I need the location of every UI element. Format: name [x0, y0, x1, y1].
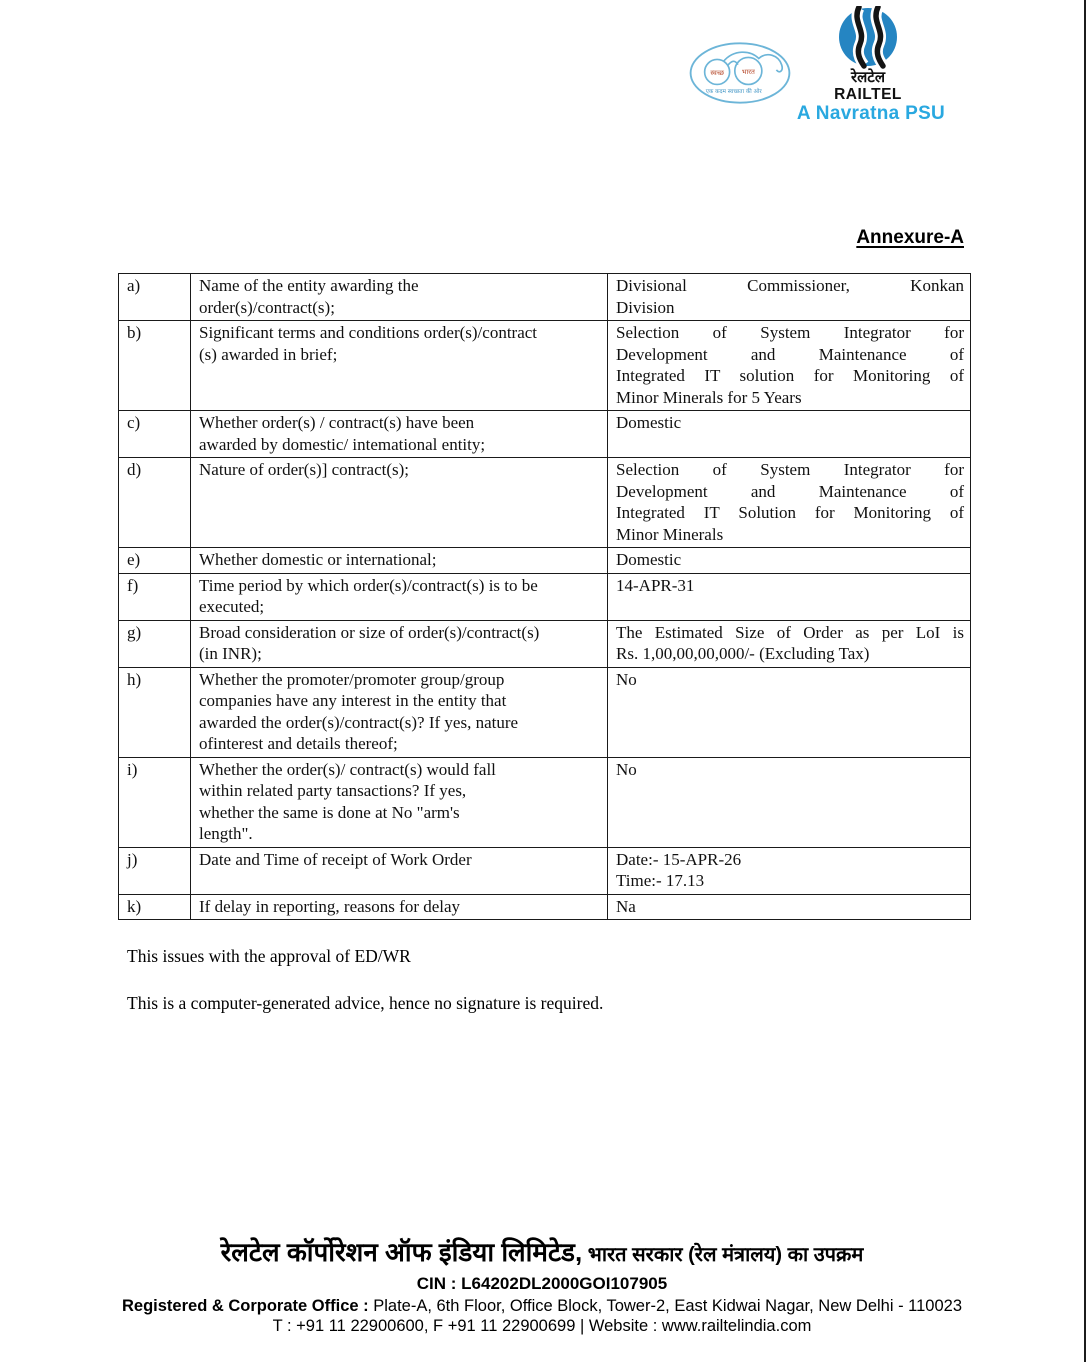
row-key-cell: k) [119, 894, 191, 920]
label-line: awarded the order(s)/contract(s)? If yes, nature [199, 712, 519, 732]
value-line: Domestic [616, 413, 682, 432]
footer-govt-hindi: भारत सरकार (रेल मंत्रालय) का उपक्रम [582, 1244, 864, 1266]
railtel-logo [826, 6, 910, 106]
value-line: Development and Maintenance of [616, 481, 964, 501]
footer-company-line [0, 1236, 1084, 1271]
row-label-cell [191, 847, 608, 894]
footer-cin: CIN : L64202DL2000GOI107905 [416, 1274, 668, 1293]
row-value-cell [608, 411, 971, 458]
row-key-cell: j) [119, 847, 191, 894]
value-line: No [616, 759, 637, 779]
row-value-cell [608, 757, 971, 847]
footer-company-hindi: रेलटेल कॉर्पोरेशन ऑफ इंडिया लिमिटेड, [220, 1237, 583, 1267]
row-label-cell [191, 548, 608, 574]
value-line: Selection of System Integrator for [616, 323, 964, 342]
table-row [119, 847, 971, 894]
value-line: No [616, 669, 637, 689]
row-value-cell [608, 573, 971, 620]
value-line: The Estimated Size of Order as per LoI is [616, 622, 964, 642]
label-line: Significant terms and conditions order(s)/contract [199, 323, 538, 342]
swachh-tagline-text: एक कदम स्वच्छता की ओर [705, 88, 762, 95]
row-key-cell: g) [119, 620, 191, 667]
value-line: Na [616, 896, 636, 916]
row-value-cell [608, 458, 971, 548]
label-line: Nature of order(s)] contract(s); [199, 460, 410, 479]
table-row [119, 458, 971, 548]
row-value-cell [608, 620, 971, 667]
label-line: length". [199, 824, 253, 843]
row-label-cell [191, 274, 608, 321]
label-line: order(s)/contract(s); [199, 297, 335, 317]
value-line: Selection of System Integrator for [616, 460, 964, 479]
row-key-cell: f) [119, 573, 191, 620]
signature-note: This is a computer-generated advice, hence no signature is required. [127, 993, 604, 1013]
swachh-bharat-logo [688, 40, 792, 106]
row-key-cell: c) [119, 411, 191, 458]
row-label-cell [191, 667, 608, 757]
row-value-cell [608, 667, 971, 757]
table-row [119, 894, 971, 920]
value-line: Domestic [616, 550, 682, 569]
label-line: Date and Time of receipt of Work Order [199, 849, 472, 869]
label-line: Broad consideration or size of order(s)/contract(s) [199, 622, 540, 642]
row-key-cell: h) [119, 667, 191, 757]
row-label-cell [191, 573, 608, 620]
row-value-cell [608, 321, 971, 411]
table-row [119, 548, 971, 574]
table-row [119, 667, 971, 757]
label-line: Time period by which order(s)/contract(s) is to be [199, 575, 538, 595]
label-line: ofinterest and details thereof; [199, 734, 398, 753]
table-row [119, 321, 971, 411]
table-row [119, 274, 971, 321]
row-label-cell [191, 894, 608, 920]
value-line: Rs. 1,00,00,00,000/- (Excluding Tax) [616, 644, 870, 663]
value-line: Development and Maintenance of [616, 344, 964, 364]
footer-contact-line: T : +91 11 22900600, F +91 11 22900699 | Website : www.railtelindia.com [272, 1317, 812, 1335]
annexure-table [118, 273, 971, 920]
value-line: Division [616, 297, 675, 317]
value-line: Minor Minerals [616, 524, 724, 544]
annexure-title: Annexure-A [856, 227, 964, 248]
row-label-cell [191, 411, 608, 458]
row-label-cell [191, 757, 608, 847]
value-line: Divisional Commissioner, Konkan [616, 276, 964, 295]
table-row [119, 620, 971, 667]
label-line: If delay in reporting, reasons for delay [199, 896, 461, 916]
row-label-cell [191, 620, 608, 667]
label-line: awarded by domestic/ intemational entity; [199, 434, 486, 454]
railtel-wordmark: RAILTEL [834, 86, 902, 103]
row-key-cell: b) [119, 321, 191, 411]
label-line: executed; [199, 597, 265, 616]
row-key-cell: a) [119, 274, 191, 321]
footer-office-label: Registered & Corporate Office : [122, 1297, 374, 1315]
value-line: Minor Minerals for 5 Years [616, 387, 802, 407]
label-line: Name of the entity awarding the [199, 276, 419, 295]
label-line: (in INR); [199, 644, 262, 663]
row-key-cell: i) [119, 757, 191, 847]
value-line: Date:- 15-APR-26 [616, 849, 742, 869]
label-line: Whether the promoter/promoter group/group [199, 669, 505, 689]
swachh-lens-left-text: स्वच्छ [710, 69, 724, 78]
row-label-cell [191, 458, 608, 548]
label-line: companies have any interest in the entity that [199, 691, 507, 710]
label-line: within related party tansactions? If yes, [199, 781, 467, 800]
row-value-cell [608, 548, 971, 574]
footer-office-line [0, 1297, 1084, 1316]
annexure-table-body [119, 274, 971, 920]
navratna-psu-tagline: A Navratna PSU [796, 103, 946, 124]
label-line: (s) awarded in brief; [199, 344, 338, 364]
label-line: Whether the order(s)/ contract(s) would fall [199, 759, 496, 779]
row-key-cell: d) [119, 458, 191, 548]
scan-edge-line [1084, 0, 1086, 1362]
row-value-cell [608, 894, 971, 920]
label-line: whether the same is done at No "arm's [199, 802, 460, 822]
value-line: 14-APR-31 [616, 575, 695, 595]
footer-office-address: Plate-A, 6th Floor, Office Block, Tower-2, East Kidwai Nagar, New Delhi - 110023 [373, 1297, 962, 1315]
table-row [119, 573, 971, 620]
label-line: Whether order(s) / contract(s) have been [199, 413, 475, 432]
row-label-cell [191, 321, 608, 411]
value-line: Integrated IT Solution for Monitoring of [616, 503, 964, 522]
row-value-cell [608, 847, 971, 894]
footer [0, 1236, 1084, 1336]
railtel-hindi-wordmark: रेलटेल [850, 68, 886, 86]
value-line: Integrated IT solution for Monitoring of [616, 366, 964, 385]
swachh-lens-right-text: भारत [741, 68, 755, 77]
row-key-cell: e) [119, 548, 191, 574]
table-row [119, 411, 971, 458]
label-line: Whether domestic or international; [199, 550, 437, 569]
row-value-cell [608, 274, 971, 321]
table-row [119, 757, 971, 847]
approval-note: This issues with the approval of ED/WR [127, 946, 411, 966]
value-line: Time:- 17.13 [616, 871, 705, 890]
